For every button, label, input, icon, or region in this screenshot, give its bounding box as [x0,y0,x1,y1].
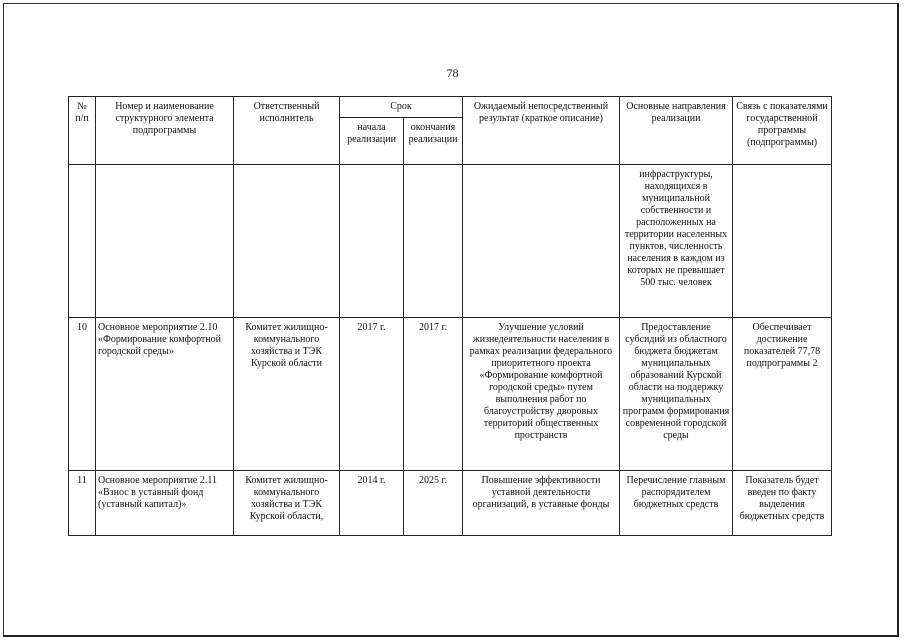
row-responsible: Комитет жилищно-коммунального хозяйства и ТЭК Курской области [234,318,340,471]
cont-directions: инфраструктуры, находящихся в муниципальной собственности и расположенных на территории населенных пунктов, численность населения в каждом из которых не превышает 500 тыс. человек [620,165,733,318]
header-name: Номер и наименование структурного элемента подпрограммы [96,97,234,165]
row-start: 2014 г. [340,471,404,536]
row-end: 2017 г. [404,318,463,471]
header-result: Ожидаемый непосредственный результат (краткое описание) [463,97,620,165]
table-row [69,318,832,471]
header-term-start: начала реализации [340,118,404,165]
row-responsible: Комитет жилищно-коммунального хозяйства и ТЭК Курской области, [234,471,340,536]
row-name: Основное мероприятие 2.11 «Взнос в уставный фонд (уставный капитал)» [96,471,234,536]
header-term: Срок [340,97,463,118]
page-number: 78 [446,66,459,80]
row-name: Основное мероприятие 2.10 «Формирование комфортной городской среды» [96,318,234,471]
row-num: 10 [69,318,96,471]
header-link: Связь с показателями государственной программы (подпрограммы) [733,97,832,165]
header-row [69,97,832,118]
row-link: Обеспечивает достижение показателей 77,78 подпрограммы 2 [733,318,832,471]
header-num: № п/п [69,97,96,165]
cont-end [404,165,463,318]
cont-responsible [234,165,340,318]
row-num: 11 [69,471,96,536]
header-responsible: Ответственный исполнитель [234,97,340,165]
row-end: 2025 г. [404,471,463,536]
table-row [69,471,832,536]
continuation-row [69,165,832,318]
cont-name [96,165,234,318]
row-link: Показатель будет введен по факту выделения бюджетных средств [733,471,832,536]
row-start: 2017 г. [340,318,404,471]
header-directions: Основные направления реализации [620,97,733,165]
cont-link [733,165,832,318]
row-directions: Предоставление субсидий из областного бюджета бюджетам муниципальных образований Курской области на поддержку муниципальных программ формирования современной городской среды [620,318,733,471]
header-term-end: окончания реализации [404,118,463,165]
row-directions: Перечисление главным распорядителем бюджетных средств [620,471,733,536]
program-table [68,96,832,536]
cont-result [463,165,620,318]
cont-num [69,165,96,318]
cont-start [340,165,404,318]
row-result: Улучшение условий жизнедеятельности населения в рамках реализации федерального приоритетного проекта «Формирование комфортной городской среды» путем выполнения работ по благоустройству дворовых территорий общественных пространств [463,318,620,471]
row-result: Повышение эффективности уставной деятельности организаций, в уставные фонды [463,471,620,536]
